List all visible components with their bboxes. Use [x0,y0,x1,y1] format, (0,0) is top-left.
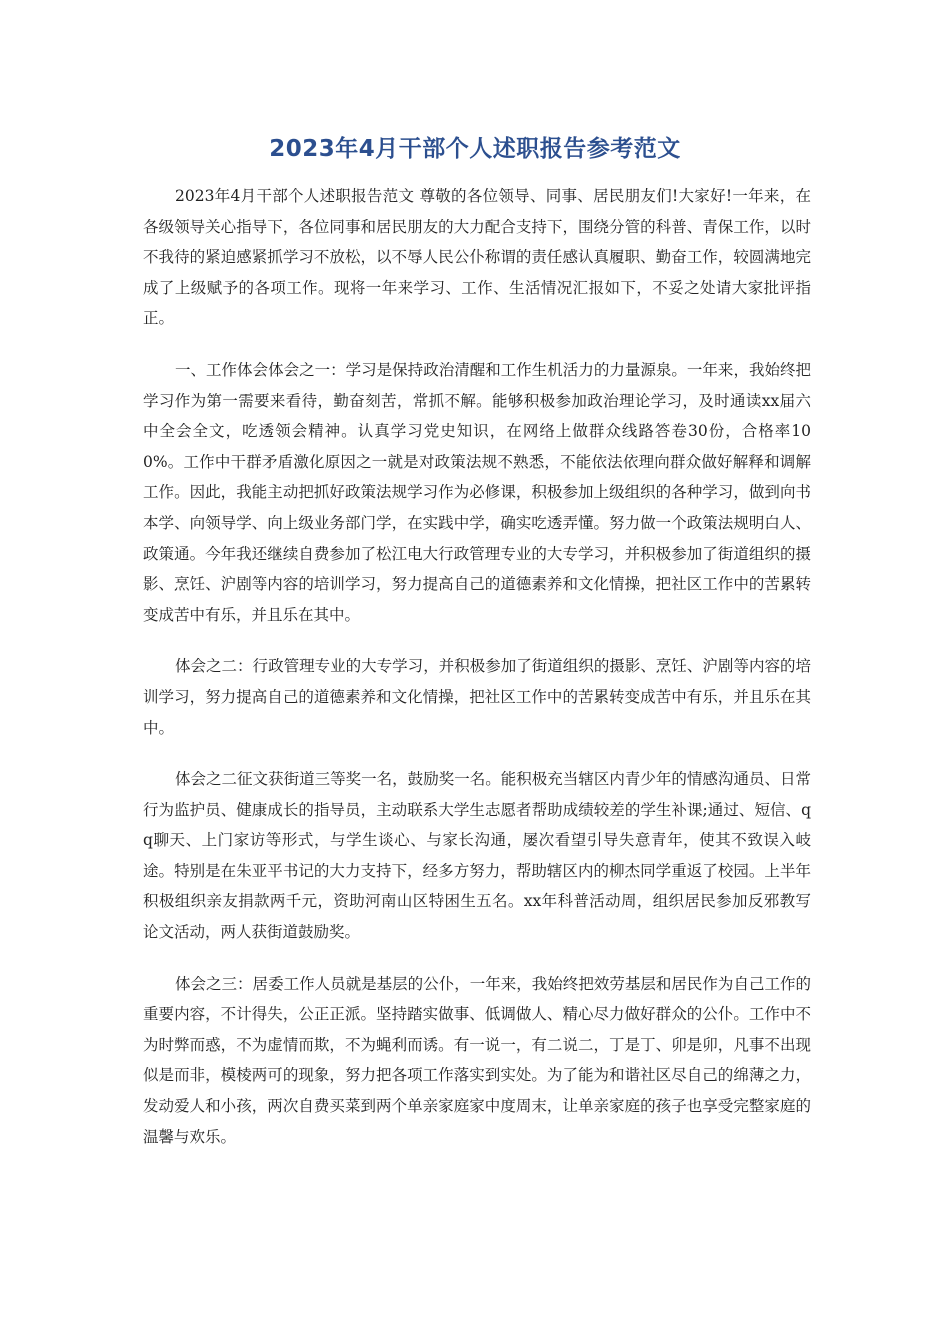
paragraph-experience-3: 体会之三：居委工作人员就是基层的公仆，一年来，我始终把效劳基层和居民作为自己工作的重要内容，不计得失，公正正派。坚持踏实做事、低调做人、精心尽力做好群众的公仆。工作中不为时弊而惑，不为虚情而欺，不为蝇利而诱。有一说一，有二说二，丁是丁、卯是卯，凡事不出现似是而非，模棱两可的现象，努力把各项工作落实到实处。为了能为和谐社区尽自己的绵薄之力，发动爱人和小孩，两次自费买菜到两个单亲家庭家中度周末，让单亲家庭的孩子也享受完整家庭的温馨与欢乐。 [143,974,811,1146]
document-title: 2023年4月干部个人述职报告参考范文 [269,136,681,162]
paragraph-intro: 2023年4月干部个人述职报告范文 尊敬的各位领导、同事、居民朋友们!大家好!一年来，在各级领导关心指导下，各位同事和居民朋友的大力配合支持下，围绕分管的科普、青保工作，以时不我待的紧迫感紧抓学习不放松，以不辱人民公仆称谓的责任感认真履职、勤奋工作，较圆满地完成了上级赋予的各项工作。现将一年来学习、工作、生活情况汇报如下，不妥之处请大家批评指正。 [143,187,811,328]
paragraph-experience-2: 体会之二：行政管理专业的大专学习，并积极参加了街道组织的摄影、烹饪、沪剧等内容的培训学习，努力提高自己的道德素养和文化情操，把社区工作中的苦累转变成苦中有乐，并且乐在其中。 [143,657,811,737]
document-body [143,181,811,1173]
paragraph-experience-2-essay: 体会之二征文获街道三等奖一名，鼓励奖一名。能积极充当辖区内青少年的情感沟通员、日常行为监护员、健康成长的指导员，主动联系大学生志愿者帮助成绩较差的学生补课;通过、短信、qq聊天、上门家访等形式，与学生谈心、与家长沟通，屡次看望引导失意青年，使其不致误入岐途。特别是在朱亚平书记的大力支持下，经多方努力，帮助辖区内的柳杰同学重返了校园。上半年积极组织亲友捐款两千元，资助河南山区特困生五名。xx年科普活动周，组织居民参加反邪教写论文活动，两人获街道鼓励奖。 [143,770,811,942]
paragraph-experience-1: 一、工作体会体会之一：学习是保持政治清醒和工作生机活力的力量源泉。一年来，我始终把学习作为第一需要来看待，勤奋刻苦，常抓不解。能够积极参加政治理论学习，及时通读xx届六中全会全文，吃透领会精神。认真学习党史知识，在网络上做群众线路答卷30份，合格率100%。工作中干群矛盾激化原因之一就是对政策法规不熟悉，不能依法依理向群众做好解释和调解工作。因此，我能主动把抓好政策法规学习作为必修课，积极参加上级组织的各种学习，做到向书本学、向领导学、向上级业务部门学，在实践中学，确实吃透弄懂。努力做一个政策法规明白人、政策通。今年我还继续自费参加了松江电大行政管理专业的大专学习，并积极参加了街道组织的摄影、烹饪、沪剧等内容的培训学习，努力提高自己的道德素养和文化情操，把社区工作中的苦累转变成苦中有乐，并且乐在其中。 [143,360,811,624]
